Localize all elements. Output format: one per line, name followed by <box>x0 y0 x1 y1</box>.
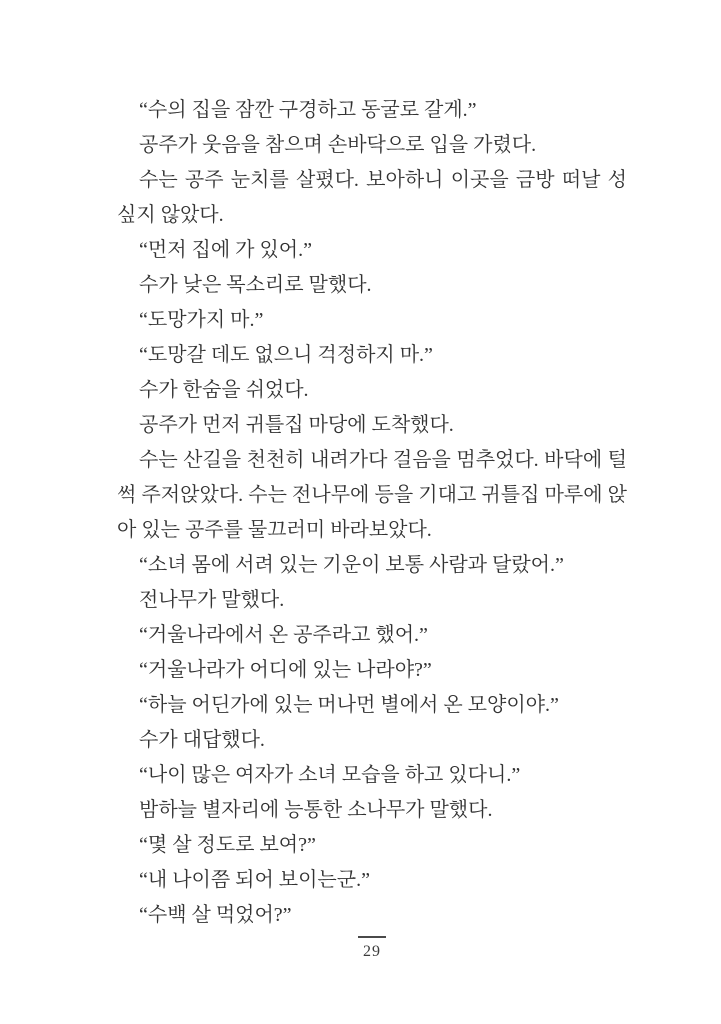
footer-rule <box>358 936 386 938</box>
paragraph: 밤하늘 별자리에 능통한 소나무가 말했다. <box>139 799 493 821</box>
paragraph: “거울나라에서 온 공주라고 했어.” <box>139 624 428 646</box>
paragraph: “하늘 어딘가에 있는 머나먼 별에서 온 모양이야.” <box>139 694 559 716</box>
paragraph: 수는 공주 눈치를 살폈다. 보아하니 이곳을 금방 떠날 성싶지 않았다. <box>117 169 627 226</box>
paragraph: “먼저 집에 가 있어.” <box>139 239 312 261</box>
paragraph: 수가 대답했다. <box>139 729 265 751</box>
page-footer <box>117 936 627 962</box>
paragraph: “도망갈 데도 없으니 걱정하지 마.” <box>139 344 433 366</box>
paragraph: 공주가 웃음을 참으며 손바닥으로 입을 가렸다. <box>139 134 537 156</box>
paragraph: “수백 살 먹었어?” <box>139 904 292 926</box>
paragraph: “도망가지 마.” <box>139 309 264 331</box>
paragraph: 수는 산길을 천천히 내려가다 걸음을 멈추었다. 바닥에 털썩 주저앉았다. 수는 전나무에 등을 기대고 귀틀집 마루에 앉아 있는 공주를 물끄러미 바라보았다. <box>117 449 627 541</box>
paragraph: “내 나이쯤 되어 보이는군.” <box>139 869 370 891</box>
paragraph: 전나무가 말했다. <box>139 589 285 611</box>
paragraph: “소녀 몸에 서려 있는 기운이 보통 사람과 달랐어.” <box>139 554 564 576</box>
paragraph: “나이 많은 여자가 소녀 모습을 하고 있다니.” <box>139 764 521 786</box>
page-number: 29 <box>363 943 381 960</box>
paragraph: “몇 살 정도로 보여?” <box>139 834 316 856</box>
body-text <box>117 93 627 933</box>
paragraph: 수가 낮은 목소리로 말했다. <box>139 274 372 296</box>
paragraph: “수의 집을 잠깐 구경하고 동굴로 갈게.” <box>139 99 477 121</box>
paragraph: 수가 한숨을 쉬었다. <box>139 379 309 401</box>
paragraph: 공주가 먼저 귀틀집 마당에 도착했다. <box>139 414 454 436</box>
paragraph: “거울나라가 어디에 있는 나라야?” <box>139 659 432 681</box>
